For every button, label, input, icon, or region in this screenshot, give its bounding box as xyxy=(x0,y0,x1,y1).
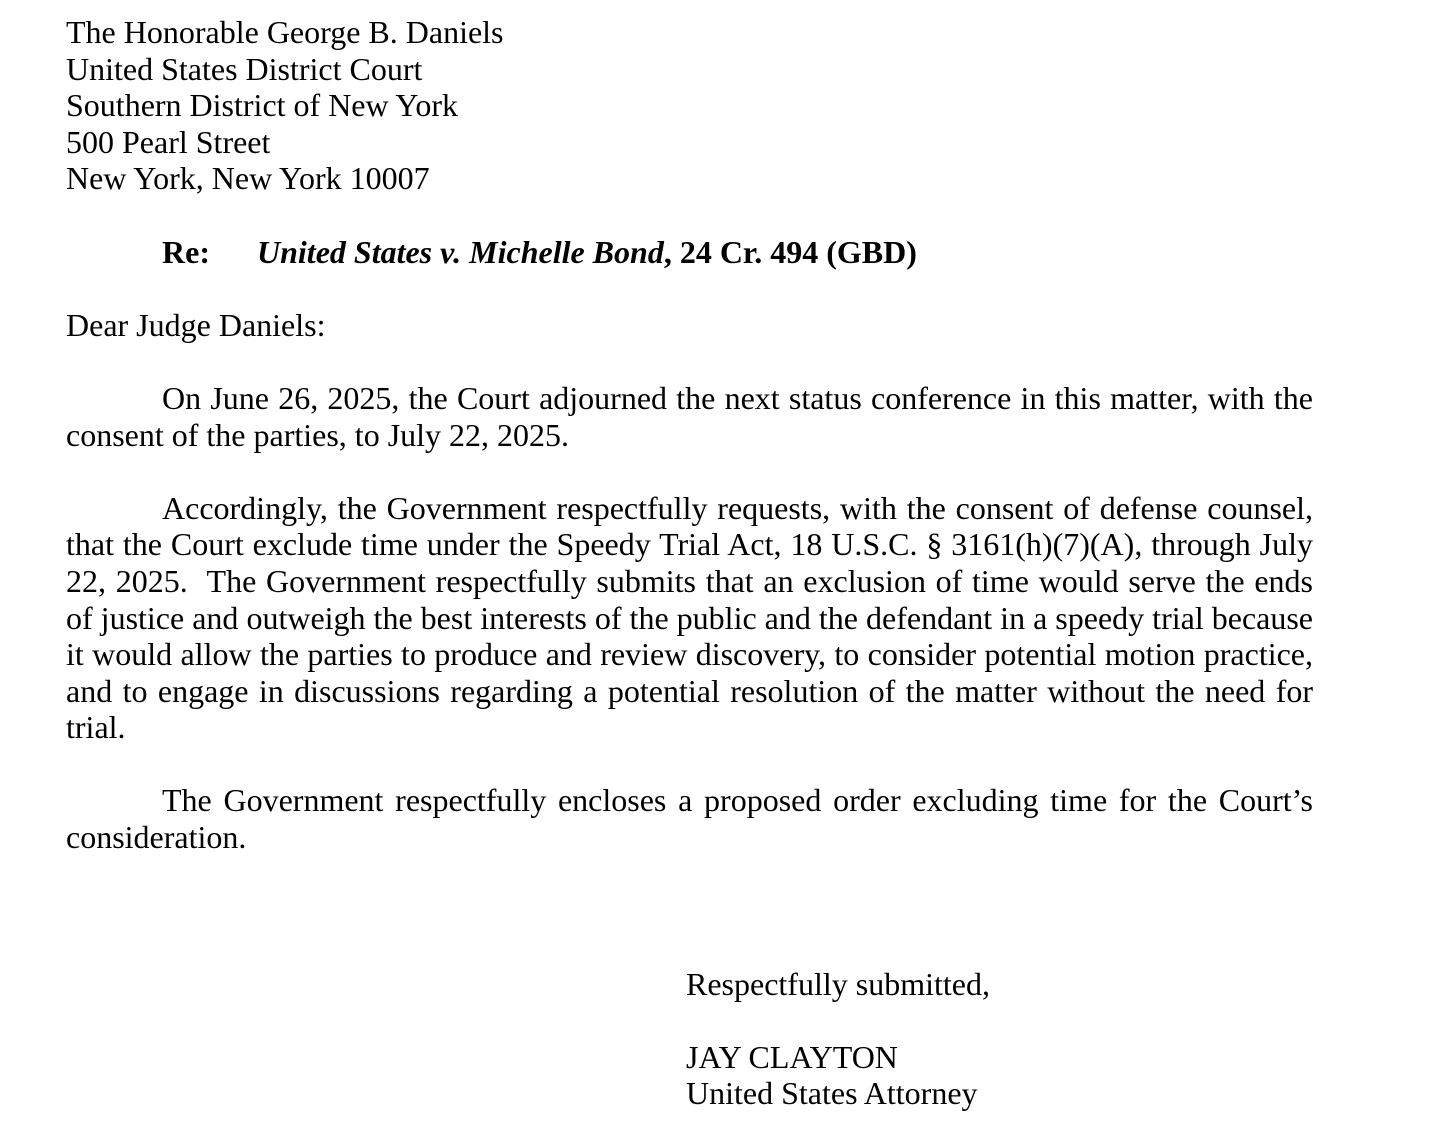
signature-title: United States Attorney xyxy=(686,1075,978,1112)
body-paragraph: The Government respectfully encloses a proposed order excluding time for the Court’s consideration. xyxy=(66,782,1321,856)
case-number: , 24 Cr. 494 (GBD) xyxy=(663,233,917,270)
case-name: United States v. Michelle Bond xyxy=(257,233,664,270)
address-line: The Honorable George B. Daniels xyxy=(66,14,504,50)
address-line: United States District Court xyxy=(66,50,423,87)
closing: Respectfully submitted, xyxy=(686,965,990,1002)
recipient-address xyxy=(66,14,1313,197)
re-line xyxy=(66,234,1313,271)
re-label: Re: xyxy=(162,233,210,270)
address-line: 500 Pearl Street xyxy=(66,123,271,160)
salutation: Dear Judge Daniels: xyxy=(66,306,326,343)
signature-block xyxy=(686,966,1313,1112)
body-paragraph: Accordingly, the Government respectfully requests, with the consent of defense counsel, that the Court exclude time under the Speedy Trial Act, 18 U.S.C. § 3161(h)(7)(A), through July 22, 2025. The Government respectfully submits that an exclusion of time would serve the ends of justice and outweigh the best interests of the public and the defendant in a speedy trial because it would allow the parties to produce and review discovery, to consider potential motion practice, and to engage in discussions regarding a potential resolution of the matter without the need for trial. xyxy=(66,489,1321,746)
signature-name: JAY CLAYTON xyxy=(686,1038,898,1075)
address-line: New York, New York 10007 xyxy=(66,160,430,197)
body-paragraph: On June 26, 2025, the Court adjourned the next status conference in this matter, with the consent of the parties, to July 22, 2025. xyxy=(66,379,1321,453)
address-line: Southern District of New York xyxy=(66,87,458,124)
